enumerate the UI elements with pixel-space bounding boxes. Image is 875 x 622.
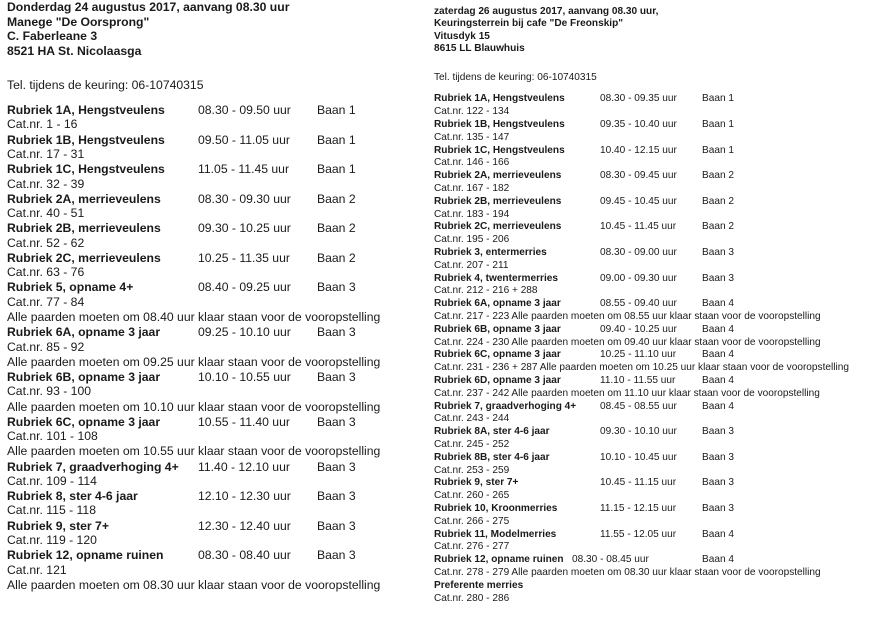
entry-time: 10.25 - 11.10 uur [600, 349, 677, 361]
rubriek-title: Rubriek 2A, merrieveulens [7, 191, 161, 206]
entry-title-row [7, 251, 407, 265]
entry-time: 09.35 - 10.40 uur [600, 119, 677, 131]
entry-title-row [434, 554, 874, 567]
entry-catnr: Cat.nr. 115 - 118 [7, 503, 96, 518]
entry-catnr: Cat.nr. 217 - 223 Alle paarden moeten om 08.55 uur klaar staan voor de vooropstelling [434, 311, 821, 323]
entry-title-row [7, 280, 407, 294]
rubriek-title: Rubriek 12, opname ruinen [434, 554, 564, 566]
entry-title-row [7, 162, 407, 176]
entry-time: 11.05 - 11.45 uur [198, 162, 290, 177]
entry-catnr: Cat.nr. 93 - 100 [7, 384, 92, 399]
left-header-line: Manege "De Oorsprong" [7, 14, 150, 29]
entry-baan: Baan 1 [317, 102, 356, 117]
entry-baan: Baan 3 [702, 477, 734, 489]
entry-title-row [434, 426, 874, 439]
entry-catnr: Cat.nr. 101 - 108 [7, 429, 98, 444]
right-phone: Tel. tijdens de keuring: 06-10740315 [434, 72, 597, 84]
rubriek-title: Rubriek 9, ster 7+ [7, 518, 109, 533]
entry-title-row [434, 119, 874, 132]
entry-catnr: Cat.nr. 146 - 166 [434, 157, 510, 169]
rubriek-title: Rubriek 8B, ster 4-6 jaar [434, 451, 550, 463]
entry-catnr: Cat.nr. 40 - 51 [7, 206, 85, 221]
entry-baan: Baan 2 [317, 250, 356, 265]
entry-baan: Baan 3 [702, 272, 734, 284]
entry-time: 10.10 - 10.45 uur [600, 451, 677, 463]
entry-title-row [434, 298, 874, 311]
left-header-line: 8521 HA St. Nicolaasga [7, 43, 142, 58]
rubriek-title: Rubriek 6B, opname 3 jaar [7, 369, 161, 384]
entry-baan: Baan 2 [702, 170, 734, 182]
entry-title-row [7, 133, 407, 147]
entry-catnr: Cat.nr. 17 - 31 [7, 146, 85, 161]
entry-time: 09.45 - 10.45 uur [600, 195, 677, 207]
rubriek-title: Rubriek 4, twentermerries [434, 272, 558, 284]
left-schedule [7, 0, 407, 593]
entry-baan: Baan 3 [317, 489, 356, 504]
rubriek-title: Rubriek 1B, Hengstveulens [434, 119, 565, 131]
entry-time: 11.55 - 12.05 uur [600, 528, 677, 540]
left-header-line: Donderdag 24 augustus 2017, aanvang 08.30 uur [7, 0, 290, 14]
rubriek-title: Rubriek 12, opname ruinen [7, 548, 164, 563]
entry-baan: Baan 4 [702, 554, 734, 566]
entry-title-row [434, 93, 874, 106]
entry-catnr: Cat.nr. 183 - 194 [434, 208, 510, 220]
entry-baan: Baan 3 [317, 369, 356, 384]
entry-time: 08.30 - 09.30 uur [198, 191, 291, 206]
entry-time: 08.30 - 09.00 uur [600, 247, 677, 259]
entry-title-row [434, 503, 874, 516]
entry-time: 11.40 - 12.10 uur [198, 459, 290, 474]
entry-time: 08.40 - 09.25 uur [198, 280, 291, 295]
entry-catnr: Cat.nr. 253 - 259 [434, 464, 510, 476]
entry-title-row [7, 519, 407, 533]
rubriek-title: Rubriek 5, opname 4+ [7, 280, 134, 295]
entry-title-row [7, 221, 407, 235]
entry-title-row [434, 273, 874, 286]
entry-time: 11.10 - 11.55 uur [600, 375, 676, 387]
entry-catnr: Cat.nr. 32 - 39 [7, 176, 85, 191]
right-header-line: Keuringsterrein bij cafe "De Freonskip" [434, 18, 624, 30]
entry-title-row [7, 415, 407, 429]
entry-title-row [434, 221, 874, 234]
entry-time: 09.50 - 11.05 uur [198, 132, 290, 147]
entry-time: 09.30 - 10.25 uur [198, 221, 291, 236]
entry-baan: Baan 4 [702, 323, 734, 335]
entry-title-row [434, 324, 874, 337]
entry-catnr: Cat.nr. 276 - 277 [434, 541, 510, 553]
entry-baan: Baan 4 [702, 400, 734, 412]
rubriek-title: Rubriek 6C, opname 3 jaar [7, 414, 161, 429]
entry-title-row [434, 349, 874, 362]
rubriek-title: Rubriek 6A, opname 3 jaar [434, 298, 561, 310]
rubriek-title: Rubriek 1A, Hengstveulens [434, 93, 565, 105]
rubriek-title: Rubriek 2C, merrieveulens [7, 250, 161, 265]
entry-baan: Baan 3 [702, 426, 734, 438]
entry-time: 08.30 - 08.40 uur [198, 548, 291, 563]
entry-catnr: Cat.nr. 63 - 76 [7, 265, 85, 280]
rubriek-title: Rubriek 8, ster 4-6 jaar [7, 489, 138, 504]
entry-title-row [434, 247, 874, 260]
left-header-line: C. Faberleane 3 [7, 29, 98, 44]
entry-catnr: Cat.nr. 231 - 236 + 287 Alle paarden moeten om 10.25 uur klaar staan voor de vooropstelling [434, 362, 849, 374]
entry-note: Alle paarden moeten om 08.40 uur klaar staan voor de vooropstelling [7, 310, 381, 325]
entry-baan: Baan 4 [702, 349, 734, 361]
entry-baan: Baan 4 [702, 528, 734, 540]
rubriek-title: Rubriek 2B, merrieveulens [7, 221, 161, 236]
entry-title-row [7, 489, 407, 503]
entry-catnr: Cat.nr. 212 - 216 + 288 [434, 285, 538, 297]
entry-time: 10.45 - 11.15 uur [600, 477, 677, 489]
entry-time: 08.30 - 08.45 uur [572, 554, 649, 566]
rubriek-title: Rubriek 7, graadverhoging 4+ [7, 459, 179, 474]
rubriek-title: Rubriek 1B, Hengstveulens [7, 132, 165, 147]
entry-catnr: Cat.nr. 135 - 147 [434, 131, 510, 143]
rubriek-title: Preferente merries [434, 579, 524, 591]
entry-baan: Baan 1 [317, 132, 356, 147]
entry-catnr: Cat.nr. 167 - 182 [434, 183, 510, 195]
rubriek-title: Rubriek 6B, opname 3 jaar [434, 323, 561, 335]
entry-baan: Baan 2 [317, 221, 356, 236]
entry-catnr: Cat.nr. 121 [7, 562, 67, 577]
entry-baan: Baan 1 [702, 93, 734, 105]
entry-catnr: Cat.nr. 77 - 84 [7, 294, 85, 309]
entry-time: 09.40 - 10.25 uur [600, 323, 677, 335]
entry-time: 12.30 - 12.40 uur [198, 518, 291, 533]
entry-baan: Baan 2 [317, 191, 356, 206]
entry-catnr: Cat.nr. 195 - 206 [434, 234, 510, 246]
entry-title-row [434, 477, 874, 490]
left-phone: Tel. tijdens de keuring: 06-10740315 [7, 78, 204, 93]
entry-title-row [434, 170, 874, 183]
right-header-line: zaterdag 26 augustus 2017, aanvang 08.30 uur, [434, 6, 659, 17]
entry-time: 10.55 - 11.40 uur [198, 414, 290, 429]
entry-catnr: Cat.nr. 1 - 16 [7, 117, 78, 132]
entry-baan: Baan 4 [702, 375, 734, 387]
rubriek-title: Rubriek 1C, Hengstveulens [7, 162, 165, 177]
entry-time: 10.10 - 10.55 uur [198, 369, 291, 384]
entry-catnr: Cat.nr. 260 - 265 [434, 490, 510, 502]
right-header-line: Vitusdyk 15 [434, 30, 490, 42]
entry-title-row [7, 370, 407, 384]
entry-baan: Baan 3 [702, 502, 734, 514]
entry-note: Alle paarden moeten om 10.55 uur klaar staan voor de vooropstelling [7, 444, 381, 459]
entry-catnr: Cat.nr. 266 - 275 [434, 515, 510, 527]
entry-baan: Baan 3 [702, 451, 734, 463]
entry-title-row [7, 192, 407, 206]
entry-title-row [434, 401, 874, 414]
entry-catnr: Cat.nr. 122 - 134 [434, 106, 510, 118]
entry-catnr: Cat.nr. 224 - 230 Alle paarden moeten om 09.40 uur klaar staan voor de vooropstelling [434, 336, 821, 348]
rubriek-title: Rubriek 3, entermerries [434, 247, 547, 259]
rubriek-title: Rubriek 7, graadverhoging 4+ [434, 400, 577, 412]
entry-time: 08.30 - 09.35 uur [600, 93, 677, 105]
entry-title-row [7, 103, 407, 117]
entry-baan: Baan 3 [317, 280, 356, 295]
entry-time: 08.30 - 09.50 uur [198, 102, 291, 117]
rubriek-title: Rubriek 8A, ster 4-6 jaar [434, 426, 550, 438]
entry-title-row [7, 325, 407, 339]
entry-catnr: Cat.nr. 207 - 211 [434, 259, 509, 271]
entry-title-row [434, 145, 874, 158]
entry-title-row [434, 375, 874, 388]
entry-title-row [7, 548, 407, 562]
rubriek-title: Rubriek 6C, opname 3 jaar [434, 349, 561, 361]
rubriek-title: Rubriek 9, ster 7+ [434, 477, 519, 489]
rubriek-title: Rubriek 1A, Hengstveulens [7, 102, 165, 117]
entry-time: 12.10 - 12.30 uur [198, 489, 291, 504]
entry-baan: Baan 3 [317, 459, 356, 474]
entry-baan: Baan 2 [702, 221, 734, 233]
entry-catnr: Cat.nr. 109 - 114 [7, 473, 97, 488]
entry-catnr: Cat.nr. 85 - 92 [7, 339, 85, 354]
entry-catnr: Cat.nr. 243 - 244 [434, 413, 510, 425]
entry-time: 09.25 - 10.10 uur [198, 325, 291, 340]
rubriek-title: Rubriek 2C, merrieveulens [434, 221, 562, 233]
left-entries [7, 103, 407, 593]
rubriek-title: Rubriek 10, Kroonmerries [434, 502, 558, 514]
entry-title-row [434, 452, 874, 465]
entry-baan: Baan 3 [702, 247, 734, 259]
entry-baan: Baan 2 [702, 195, 734, 207]
entry-catnr: Cat.nr. 245 - 252 [434, 439, 510, 450]
entry-time: 10.45 - 11.45 uur [600, 221, 677, 233]
entry-time: 08.45 - 08.55 uur [600, 400, 677, 412]
entry-catnr: Cat.nr. 237 - 242 Alle paarden moeten om 11.10 uur klaar staan voor de vooropstelling [434, 387, 820, 399]
entry-catnr: Cat.nr. 278 - 279 Alle paarden moeten om 08.30 uur klaar staan voor de vooropstelling [434, 566, 821, 578]
entry-note: Alle paarden moeten om 10.10 uur klaar staan voor de vooropstelling [7, 399, 381, 414]
entry-time: 09.00 - 09.30 uur [600, 272, 677, 284]
rubriek-title: Rubriek 11, Modelmerries [434, 528, 557, 540]
rubriek-title: Rubriek 2B, merrieveulens [434, 195, 562, 207]
entry-baan: Baan 4 [702, 298, 734, 310]
entry-time: 09.30 - 10.10 uur [600, 426, 677, 438]
rubriek-title: Rubriek 1C, Hengstveulens [434, 144, 565, 156]
entry-catnr: Cat.nr. 280 - 286 [434, 592, 510, 604]
entry-title-row [7, 460, 407, 474]
entry-baan: Baan 3 [317, 414, 356, 429]
entry-baan: Baan 1 [702, 144, 734, 156]
entry-title-row [434, 580, 874, 593]
entry-catnr: Cat.nr. 119 - 120 [7, 533, 97, 548]
entry-time: 10.25 - 11.35 uur [198, 250, 290, 265]
entry-baan: Baan 1 [702, 119, 734, 131]
entry-baan: Baan 3 [317, 518, 356, 533]
entry-note: Alle paarden moeten om 09.25 uur klaar staan voor de vooropstelling [7, 354, 381, 369]
entry-note: Alle paarden moeten om 08.30 uur klaar staan voor de vooropstelling [7, 577, 381, 592]
rubriek-title: Rubriek 6D, opname 3 jaar [434, 375, 561, 387]
rubriek-title: Rubriek 6A, opname 3 jaar [7, 325, 161, 340]
rubriek-title: Rubriek 2A, merrieveulens [434, 170, 562, 182]
right-header-line: 8615 LL Blauwhuis [434, 42, 525, 54]
entry-catnr: Cat.nr. 52 - 62 [7, 235, 85, 250]
entry-time: 11.15 - 12.15 uur [600, 502, 677, 514]
entry-baan: Baan 3 [317, 325, 356, 340]
entry-baan: Baan 1 [317, 162, 356, 177]
right-schedule [434, 0, 874, 605]
entry-title-row [434, 196, 874, 209]
right-entries [434, 93, 874, 605]
entry-time: 10.40 - 12.15 uur [600, 144, 677, 156]
entry-baan: Baan 3 [317, 548, 356, 563]
entry-title-row [434, 529, 874, 542]
entry-time: 08.55 - 09.40 uur [600, 298, 677, 310]
entry-time: 08.30 - 09.45 uur [600, 170, 677, 182]
